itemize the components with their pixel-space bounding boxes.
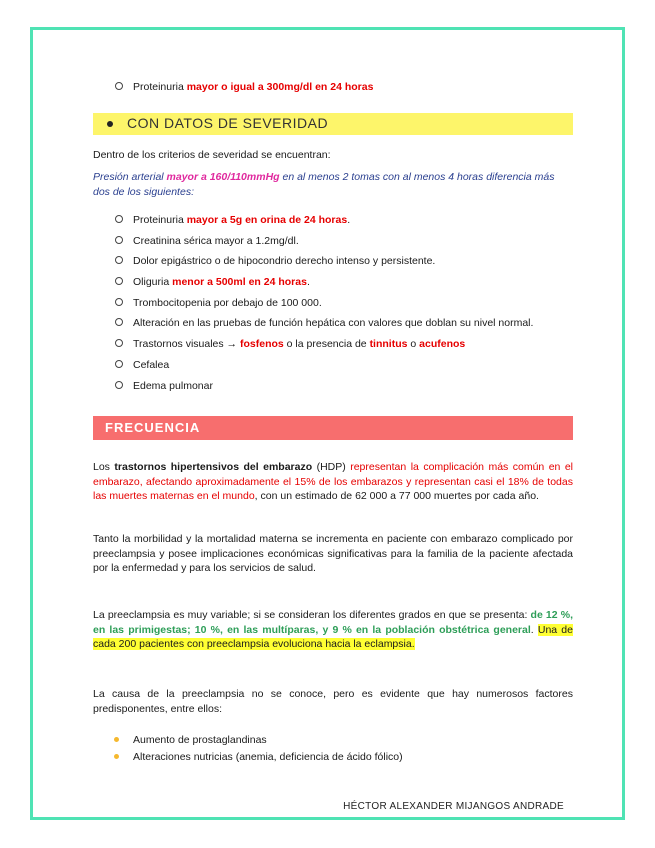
circle-bullet-icon xyxy=(115,339,123,347)
list-item xyxy=(93,213,573,228)
circle-bullet-icon xyxy=(115,381,123,389)
para-text: . xyxy=(530,623,538,636)
item-text: Cefalea xyxy=(133,358,170,371)
author-footer: HÉCTOR ALEXANDER MIJANGOS ANDRADE xyxy=(343,801,564,812)
para-text: La preeclampsia es muy variable; si se consideran los diferentes grados en que se presenta: xyxy=(93,609,531,621)
yellow-bullet-icon xyxy=(114,754,119,759)
circle-bullet-icon xyxy=(115,256,123,264)
list-item xyxy=(93,750,573,765)
pressure-text-1: Presión arterial xyxy=(93,171,167,183)
para-text: , con un estimado de 62 000 a 77 000 muertes por cada año. xyxy=(254,490,539,503)
list-item xyxy=(93,275,573,290)
item-text: Trombocitopenia por debajo de 100 000. xyxy=(133,296,322,309)
severity-heading-text: CON DATOS DE SEVERIDAD xyxy=(127,115,329,132)
circle-bullet-icon xyxy=(115,277,123,285)
para-bold: trastornos hipertensivos del embarazo xyxy=(114,461,313,473)
list-item xyxy=(93,254,573,269)
page-frame xyxy=(30,27,625,820)
item-text: Trastornos visuales → xyxy=(133,338,240,351)
severity-heading xyxy=(93,113,573,135)
frequency-heading: FRECUENCIA xyxy=(93,416,573,440)
item-text: Dolor epigástrico o de hipocondrio derecho intenso y persistente. xyxy=(133,255,436,268)
item-text: o xyxy=(407,338,420,351)
circle-bullet-icon xyxy=(115,360,123,368)
circle-bullet-icon xyxy=(115,236,123,244)
circle-bullet-icon xyxy=(115,298,123,306)
item-highlight: acufenos xyxy=(419,338,466,351)
list-item xyxy=(93,337,573,352)
paragraph-hdp xyxy=(93,460,573,504)
pressure-criteria xyxy=(93,170,573,199)
circle-bullet-icon xyxy=(115,82,123,90)
circle-bullet-icon xyxy=(115,318,123,326)
item-text: . xyxy=(347,214,351,226)
item-text: Aumento de prostaglandinas xyxy=(133,734,267,746)
list-item xyxy=(93,296,573,311)
list-item xyxy=(93,733,573,748)
list-item xyxy=(93,358,573,373)
item-text: Creatinina sérica mayor a 1.2mg/dl. xyxy=(133,234,299,247)
paragraph-variability xyxy=(93,608,573,652)
item-text: Alteraciones nutricias (anemia, deficiencia de ácido fólico) xyxy=(133,750,403,763)
para-green: de 12 %, en las primigestas; 10 %, en las multíparas, y 9 % en la población obstétrica general xyxy=(93,609,573,636)
severity-list xyxy=(93,213,573,399)
item-text: Alteración en las pruebas de función hepática con valores que doblan su nivel normal. xyxy=(133,317,534,330)
circle-bullet-icon xyxy=(115,215,123,223)
item-text: Oliguria xyxy=(133,276,173,289)
para-red: representan la complicación más común en el embarazo, afectando aproximadamente el 15% de los embarazos y representan casi el 18% de todas las muertes maternas en el mundo xyxy=(93,461,574,503)
para-highlight: Una de cada 200 pacientes con preeclampsia evoluciona hacia la eclampsia. xyxy=(93,623,573,651)
list-item xyxy=(93,379,573,394)
item-highlight: mayor a 5g en orina de 24 horas xyxy=(186,214,348,226)
item-text: Edema pulmonar xyxy=(133,379,213,392)
factors-list xyxy=(93,733,573,766)
item-text: o la presencia de xyxy=(283,338,370,351)
yellow-bullet-icon xyxy=(114,737,119,742)
item-highlight: menor a 500ml en 24 horas xyxy=(172,276,307,289)
list-item xyxy=(93,234,573,249)
bullet-dot-icon xyxy=(107,121,113,127)
item-text: Proteinuria xyxy=(133,81,187,93)
item-highlight: mayor o igual a 300mg/dl en 24 horas xyxy=(186,81,374,93)
item-text: Proteinuria xyxy=(133,214,187,226)
list-item xyxy=(93,316,573,331)
list-item xyxy=(93,80,573,95)
item-highlight: tinnitus xyxy=(369,338,408,351)
pressure-highlight: mayor a 160/110mmHg xyxy=(166,171,280,183)
pressure-text-2: en al menos 2 tomas con al menos 4 horas diferencia más dos de los siguientes: xyxy=(93,171,555,198)
para-text: Los xyxy=(93,461,115,473)
paragraph-causes: La causa de la preeclampsia no se conoce, pero es evidente que hay numerosos factores predisponentes, entre ellos: xyxy=(93,688,573,715)
paragraph-morbidity: Tanto la morbilidad y la mortalidad materna se incrementa en paciente con embarazo complicado por preeclampsia y posee implicaciones económicas significativas para la familia de la paciente afectada por la enfermedad y para los servicios de salud. xyxy=(93,533,573,575)
severity-intro: Dentro de los criterios de severidad se encuentran: xyxy=(93,149,331,161)
item-text: . xyxy=(306,276,310,289)
para-text: (HDP) xyxy=(312,461,351,473)
item-highlight: fosfenos xyxy=(239,338,284,351)
proteinuria-bullet xyxy=(93,80,573,101)
